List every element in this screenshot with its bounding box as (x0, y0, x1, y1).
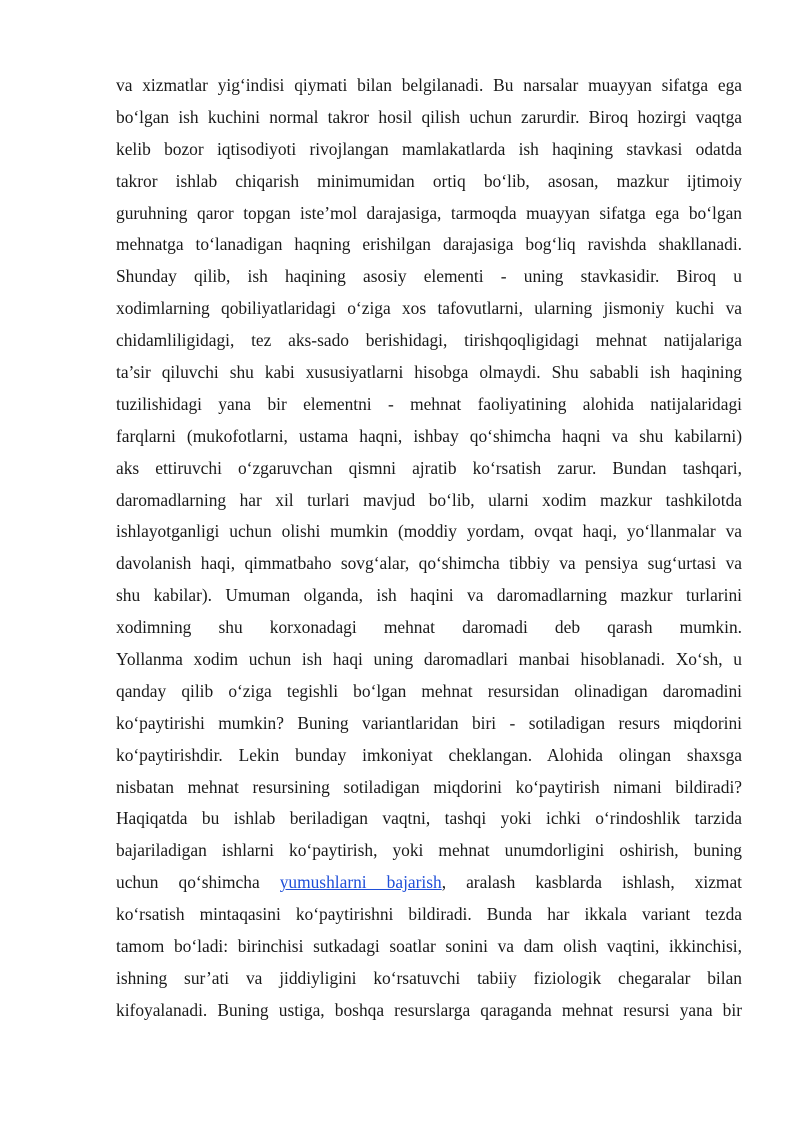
text-line: xodimning shu korxonadagi mehnat daromadi deb qarash mumkin. (116, 617, 742, 638)
text-line: xodimlarning qobiliyatlaridagi o‘ziga xos tafovutlarni, ularning jismoniy kuchi va (116, 298, 742, 319)
text-line: mehnatga to‘lanadigan haqning erishilgan darajasiga bog‘liq ravishda shakllanadi. (116, 234, 742, 255)
text-line: bajariladigan ishlarni ko‘paytirish, yoki mehnat unumdorligini oshirish, buning (116, 840, 742, 861)
text-line: va xizmatlar yig‘indisi qiymati bilan belgilanadi. Bu narsalar muayyan sifatga ega (116, 75, 742, 95)
text-line: shu kabilar). Umuman olganda, ish haqini va daromadlarning mazkur turlarini (116, 585, 742, 606)
text-line: ko‘paytirishdir. Lekin bunday imkoniyat cheklangan. Alohida olingan shaxsga (116, 744, 742, 765)
text-line: chidamliligidagi, tez aks-sado berishidagi, tirishqoqligidagi mehnat natijalariga (116, 330, 742, 351)
text-line: ko‘paytirishi mumkin? Buning variantlaridan biri - sotiladigan resurs miqdorini (116, 712, 742, 733)
text-line: ta’sir qiluvchi shu kabi xususiyatlarni hisobga olmaydi. Shu sababli ish haqining (116, 362, 742, 383)
text-line: bo‘lgan ish kuchini normal takror hosil qilish uchun zarurdir. Biroq hozirgi vaqtga (116, 106, 742, 127)
hyperlink-yumushlarni-bajarish[interactable]: yumushlarni bajarish (279, 872, 442, 893)
text-line: ko‘rsatish mintaqasini ko‘paytirishni bildiradi. Bunda har ikkala variant tezda (116, 904, 742, 925)
text-line: daromadlarning har xil turlari mavjud bo‘lib, ularni xodim mazkur tashkilotda (116, 489, 742, 510)
text-line: Yollanma xodim uchun ish haqi uning daromadlari manbai hisoblanadi. Xo‘sh, u (116, 649, 742, 670)
text-line: davolanish haqi, qimmatbaho sovg‘alar, qo‘shimcha tibbiy va pensiya sug‘urtasi va (116, 553, 742, 574)
text-line: tamom bo‘ladi: birinchisi sutkadagi soatlar sonini va dam olish vaqtini, ikkinchisi, (116, 936, 742, 957)
text-line-with-link (116, 867, 742, 899)
link-line-after: , aralash kasblarda ishlash, xizmat (441, 872, 742, 893)
text-line: farqlarni (mukofotlarni, ustama haqni, ishbay qo‘shimcha haqni va shu kabilarni) (116, 425, 742, 446)
text-line: aks ettiruvchi o‘zgaruvchan qismni ajratib ko‘rsatish zarur. Bundan tashqari, (116, 457, 742, 478)
text-line: takror ishlab chiqarish minimumidan ortiq bo‘lib, asosan, mazkur ijtimoiy (116, 170, 742, 191)
text-line: guruhning qaror topgan iste’mol darajasiga, tarmoqda muayyan sifatga ega bo‘lgan (116, 202, 742, 223)
text-line: tuzilishidagi yana bir elementni - mehnat faoliyatining alohida natijalaridagi (116, 393, 742, 414)
body-text (116, 70, 742, 1027)
text-line: ishlayotganligi uchun olishi mumkin (moddiy yordam, ovqat haqi, yo‘llanmalar va (116, 521, 742, 542)
text-line: Haqiqatda bu ishlab beriladigan vaqtni, tashqi yoki ichki o‘rindoshlik tarzida (116, 808, 742, 829)
text-line: qanday qilib o‘ziga tegishli bo‘lgan mehnat resursidan olinadigan daromadini (116, 680, 742, 701)
link-line-before: uchun qo‘shimcha (116, 872, 280, 893)
text-line: ishning sur’ati va jiddiyligini ko‘rsatuvchi tabiiy fiziologik chegaralar bilan (116, 967, 742, 988)
text-line: kifoyalanadi. Buning ustiga, boshqa resurslarga qaraganda mehnat resursi yana bir (116, 999, 742, 1020)
text-line: nisbatan mehnat resursining sotiladigan miqdorini ko‘paytirish nimani bildiradi? (116, 776, 742, 797)
text-line: kelib bozor iqtisodiyoti rivojlangan mamlakatlarda ish haqining stavkasi odatda (116, 138, 742, 159)
text-line: Shunday qilib, ish haqining asosiy elementi - uning stavkasidir. Biroq u (116, 266, 742, 287)
